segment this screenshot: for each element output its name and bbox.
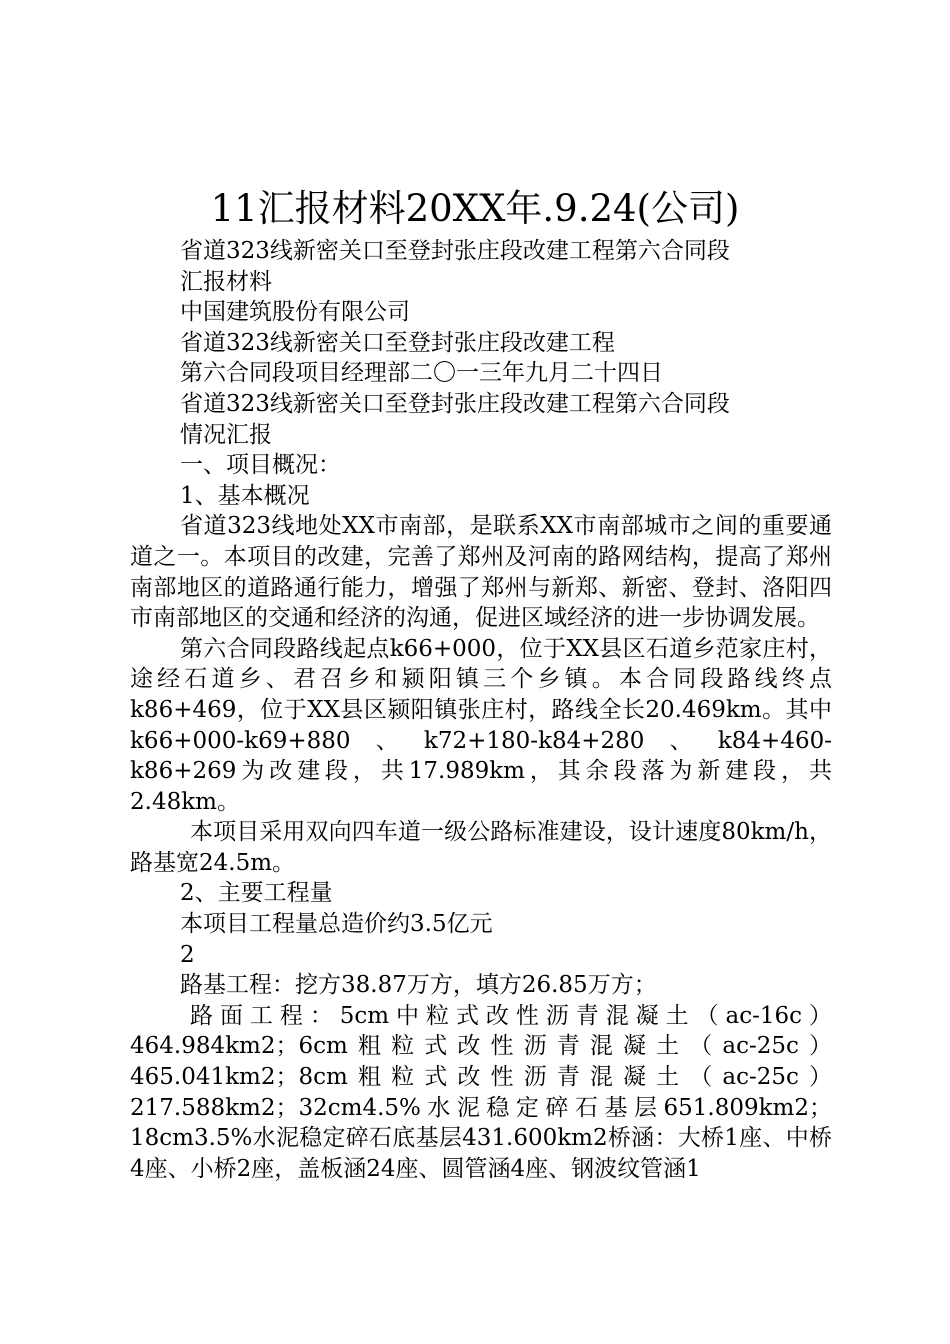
roadbed-line: 路基工程：挖方38.87万方，填方26.85万方； bbox=[180, 972, 657, 999]
report-material-line: 汇报材料 bbox=[180, 268, 272, 295]
project-name-line: 省道323线新密关口至登封张庄段改建工程第六合同段 bbox=[180, 238, 730, 264]
paragraph-overview: 省道323线地处XX市南部，是联系XX市南部城市之间的重要通道之一。本项目的改建，完善了郑州及河南的路网结构，提高了郑州南部地区的道路通行能力，增强了郑州与新郑、新密、登封、洛阳四市南部地区的交通和经济的沟通，促进区域经济的进一步协调发展。 bbox=[130, 513, 832, 632]
section-heading-overview: 一、项目概况： bbox=[180, 452, 341, 479]
document-title: 11汇报材料20XX年.9.24(公司) bbox=[210, 187, 740, 230]
project-name-line-2: 省道323线新密关口至登封张庄段改建工程第六合同段 bbox=[180, 390, 730, 417]
project-title-line: 省道323线新密关口至登封张庄段改建工程 bbox=[180, 329, 615, 356]
situation-report-line: 情况汇报 bbox=[180, 421, 272, 448]
subsection-heading-basic: 1、基本概况 bbox=[180, 482, 310, 509]
total-cost-line: 本项目工程量总造价约3.5亿元 bbox=[180, 911, 493, 938]
document-body bbox=[130, 236, 832, 1184]
paragraph-route: 第六合同段路线起点k66+000，位于XX县区石道乡范家庄村，途经石道乡、君召乡和颍阳镇三个乡镇。本合同段路线终点k86+469，位于XX县区颍阳镇张庄村，路线全长20.469km。其中k66+000-k69+880、k72+180-k84+280、k84+460-k86+269为改建段，共17.989km，其余段落为新建段，共2.48km。 bbox=[130, 635, 832, 815]
page-number: 2 bbox=[180, 941, 195, 968]
paragraph-pavement: 路面工程：5cm中粒式改性沥青混凝土（ac-16c）464.984km2；6cm粗粒式改性沥青混凝土（ac-25c）465.041km2；8cm粗粒式改性沥青混凝土（ac-25c）217.588km2；32cm4.5%水泥稳定碎石基层651.809km2；18cm3.5%水泥稳定碎石底基层431.600km2桥涵：大桥1座、中桥4座、小桥2座，盖板涵24座、圆管涵4座、钢波纹管涵1 bbox=[130, 1002, 832, 1182]
department-date-line: 第六合同段项目经理部二〇一三年九月二十四日 bbox=[180, 360, 663, 387]
subsection-heading-quantities: 2、主要工程量 bbox=[180, 880, 333, 907]
company-name-line: 中国建筑股份有限公司 bbox=[180, 299, 410, 326]
paragraph-standard: 本项目采用双向四车道一级公路标准建设，设计速度80km/h，路基宽24.5m。 bbox=[130, 819, 832, 876]
